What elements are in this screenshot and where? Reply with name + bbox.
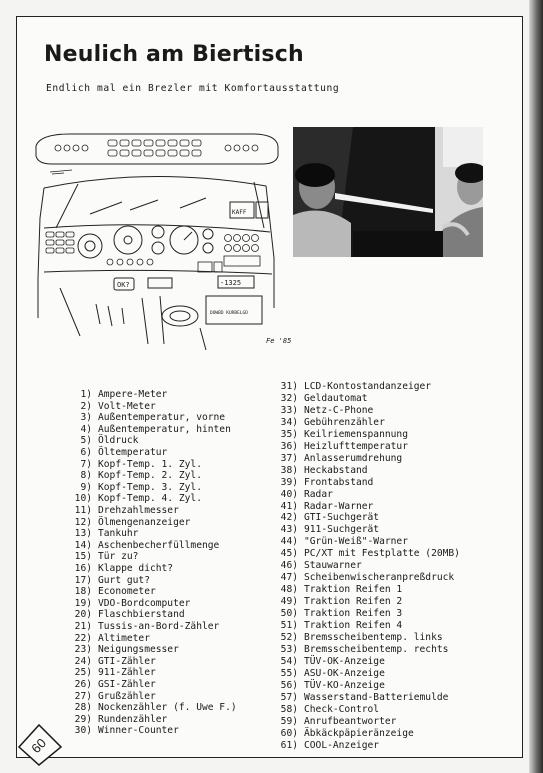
item-number: 41)	[280, 500, 298, 512]
list-item	[272, 418, 385, 428]
item-number: 57)	[280, 691, 298, 703]
list-item	[272, 394, 368, 404]
item-label: Frontabstand	[304, 476, 374, 488]
item-number: 61)	[280, 739, 298, 751]
page-edge-shadow	[529, 0, 543, 773]
item-label: Kopf-Temp. 3. Zyl.	[98, 481, 202, 493]
item-number: 59)	[280, 715, 298, 727]
item-label: Flaschbierstand	[98, 609, 185, 621]
item-label: Check-Control	[304, 703, 380, 715]
list-item	[272, 657, 385, 667]
item-number: 55)	[280, 667, 298, 679]
item-label: Tankuhr	[98, 528, 139, 540]
item-label: 911-Zähler	[98, 667, 156, 679]
item-label: GTI-Suchgerät	[304, 512, 380, 524]
list-item	[66, 552, 138, 562]
list-item	[66, 506, 179, 516]
item-number: 51)	[280, 620, 298, 631]
item-number: 21)	[74, 621, 92, 632]
list-item	[272, 454, 402, 464]
item-label: Nockenzähler (f. Uwe F.)	[98, 702, 237, 714]
item-number: 11)	[74, 505, 92, 516]
page-number: 60	[28, 735, 50, 757]
list-item	[66, 518, 190, 528]
item-label: Geldautomat	[304, 392, 368, 404]
item-label: Econometer	[98, 586, 156, 598]
photo-beer-table	[293, 127, 483, 257]
list-item	[66, 645, 179, 655]
item-label: Heckabstand	[304, 464, 368, 476]
item-number: 5)	[80, 435, 92, 447]
item-number: 3)	[80, 412, 92, 424]
list-item	[66, 494, 202, 504]
item-label: Öldruck	[98, 435, 139, 447]
item-number: 14)	[74, 539, 92, 551]
item-number: 36)	[280, 440, 298, 452]
item-label: Anrufbeantworter	[304, 715, 397, 727]
item-number: 29)	[74, 713, 92, 725]
item-number: 24)	[74, 655, 92, 667]
item-number: 37)	[280, 452, 298, 464]
list-item	[272, 478, 373, 488]
item-label: TÜV-KO-Anzeige	[304, 679, 385, 691]
item-label: ASU-OK-Anzeige	[304, 667, 385, 679]
item-number: 34)	[280, 416, 298, 428]
list-item	[272, 406, 373, 416]
item-label: Neigungsmesser	[98, 644, 179, 656]
item-number: 40)	[280, 488, 298, 500]
item-number: 17)	[74, 574, 92, 586]
item-number: 1)	[80, 389, 92, 400]
item-number: 26)	[74, 679, 92, 690]
list-item	[272, 442, 408, 452]
item-number: 7)	[80, 458, 92, 470]
item-number: 48)	[280, 584, 298, 596]
list-item	[66, 390, 167, 400]
item-label: Traktion Reifen 3	[304, 608, 403, 620]
page-number-badge	[17, 719, 65, 767]
list-item	[272, 466, 368, 476]
item-label: Kopf-Temp. 1. Zyl.	[98, 458, 202, 470]
item-number: 35)	[280, 428, 298, 440]
item-number: 28)	[74, 702, 92, 714]
item-label: VDO-Bordcomputer	[98, 597, 191, 609]
item-number: 43)	[280, 524, 298, 536]
item-number: 13)	[74, 528, 92, 540]
list-item	[66, 402, 156, 412]
item-number: 42)	[280, 512, 298, 524]
list-item	[272, 513, 379, 523]
item-label: TÜV-OK-Anzeige	[304, 655, 385, 667]
item-label: Grußzähler	[98, 690, 156, 702]
list-item	[66, 541, 219, 551]
item-number: 6)	[80, 447, 92, 458]
list-item	[272, 502, 373, 512]
item-number: 22)	[74, 632, 92, 644]
item-label: Radar	[304, 488, 333, 500]
item-label: Bremsscheibentemp. rechts	[304, 643, 449, 655]
list-item	[66, 448, 167, 458]
item-number: 15)	[74, 551, 92, 563]
item-label: Rundenzähler	[98, 713, 168, 725]
item-label: Tussis-an-Bord-Zähler	[98, 621, 220, 632]
list-item	[272, 585, 402, 595]
item-number: 39)	[280, 476, 298, 488]
item-label: Netz-C-Phone	[304, 404, 374, 416]
item-label: Scheibenwischeranpreßdruck	[304, 572, 455, 584]
list-item	[66, 483, 202, 493]
item-label: Drehzahlmesser	[98, 505, 179, 516]
item-label: Kopf-Temp. 4. Zyl.	[98, 493, 202, 505]
list-item	[272, 705, 379, 715]
list-item	[272, 549, 460, 559]
item-label: Klappe dicht?	[98, 563, 174, 574]
kaffee-label: KAFF	[232, 209, 247, 216]
page-subtitle: Endlich mal ein Brezler mit Komfortausstattung	[46, 83, 340, 94]
item-number: 8)	[80, 470, 92, 482]
item-label: Traktion Reifen 2	[304, 596, 403, 608]
item-number: 19)	[74, 597, 92, 609]
list-item	[66, 599, 190, 609]
list-item	[66, 413, 225, 423]
item-label: Tür zu?	[98, 551, 139, 563]
list-item	[66, 576, 150, 586]
list-item	[66, 460, 202, 470]
list-item	[66, 657, 156, 667]
list-item	[272, 597, 402, 607]
list-item	[66, 668, 156, 678]
item-label: Öltemperatur	[98, 447, 168, 458]
item-label: GTI-Zähler	[98, 655, 156, 667]
item-label: Traktion Reifen 1	[304, 584, 403, 596]
item-number: 25)	[74, 667, 92, 679]
item-label: Aschenbecherfüllmenge	[98, 539, 220, 551]
item-label: Heizlufttemperatur	[304, 440, 408, 452]
item-number: 60)	[280, 727, 298, 739]
item-label: Keilriemenspannung	[304, 428, 408, 440]
item-number: 18)	[74, 586, 92, 598]
item-number: 27)	[74, 690, 92, 702]
cartoon-signature: Fe '85	[266, 337, 292, 345]
list-item	[272, 525, 379, 535]
item-label: Kopf-Temp. 2. Zyl.	[98, 470, 202, 482]
list-item	[66, 529, 138, 539]
item-number: 56)	[280, 679, 298, 691]
item-number: 46)	[280, 560, 298, 572]
page-title: Neulich am Biertisch	[44, 42, 304, 67]
item-number: 52)	[280, 631, 298, 643]
list-item	[272, 717, 396, 727]
list-item	[272, 681, 385, 691]
list-item	[66, 703, 237, 713]
item-number: 50)	[280, 608, 298, 620]
list-item	[272, 609, 402, 619]
item-label: Außentemperatur, hinten	[98, 423, 231, 435]
item-number: 2)	[80, 400, 92, 412]
item-number: 47)	[280, 572, 298, 584]
list-item	[66, 425, 231, 435]
item-number: 4)	[80, 423, 92, 435]
item-label: Winner-Counter	[98, 725, 179, 737]
item-label: Altimeter	[98, 632, 150, 644]
item-number: 49)	[280, 596, 298, 608]
list-item	[272, 645, 448, 655]
item-number: 16)	[74, 563, 92, 574]
item-label: PC/XT mit Festplatte (20MB)	[304, 548, 460, 560]
list-item	[272, 741, 379, 751]
list-item	[66, 622, 219, 632]
list-item	[272, 561, 362, 571]
item-label: LCD-Kontostandanzeiger	[304, 381, 432, 392]
list-item	[66, 715, 167, 725]
list-item	[66, 610, 185, 620]
item-label: Gebührenzähler	[304, 416, 385, 428]
list-item	[66, 634, 150, 644]
item-number: 12)	[74, 516, 92, 528]
list-item	[66, 680, 156, 690]
item-number: 45)	[280, 548, 298, 560]
item-number: 10)	[74, 493, 92, 505]
item-label: COOL-Anzeiger	[304, 739, 380, 751]
item-label: GSI-Zähler	[98, 679, 156, 690]
list-item	[66, 726, 179, 736]
list-item	[272, 430, 408, 440]
item-number: 58)	[280, 703, 298, 715]
item-label: Wasserstand-Batteriemulde	[304, 691, 449, 703]
ok-label: OK?	[117, 281, 130, 289]
item-number: 38)	[280, 464, 298, 476]
list-item	[272, 669, 385, 679]
list-item	[66, 564, 173, 574]
item-number: 9)	[80, 481, 92, 493]
list-item	[272, 633, 443, 643]
item-label: Anlasserumdrehung	[304, 452, 403, 464]
item-label: Volt-Meter	[98, 400, 156, 412]
radio-label: DOWBD KURBELGD	[210, 311, 248, 316]
list-item	[272, 621, 402, 631]
item-label: Ölmengenanzeiger	[98, 516, 191, 528]
dashboard-cartoon	[30, 128, 288, 350]
item-label: Traktion Reifen 4	[304, 620, 403, 631]
item-label: 911-Suchgerät	[304, 524, 380, 536]
display-label: -1325	[220, 279, 242, 287]
item-label: Äbkäckpäpieränzeige	[304, 727, 414, 739]
list-item	[272, 382, 431, 392]
list-item	[66, 436, 138, 446]
item-label: Gurt gut?	[98, 574, 150, 586]
item-number: 53)	[280, 643, 298, 655]
list-item	[272, 729, 414, 739]
item-number: 54)	[280, 655, 298, 667]
item-number: 32)	[280, 392, 298, 404]
item-label: Ampere-Meter	[98, 389, 168, 400]
item-label: Bremsscheibentemp. links	[304, 631, 443, 643]
item-number: 31)	[280, 381, 298, 392]
item-number: 33)	[280, 404, 298, 416]
item-number: 44)	[280, 536, 298, 548]
item-number: 30)	[74, 725, 92, 737]
item-label: Außentemperatur, vorne	[98, 412, 226, 424]
item-number: 20)	[74, 609, 92, 621]
item-label: Stauwarner	[304, 560, 362, 572]
list-item	[272, 573, 454, 583]
item-label: Radar-Warner	[304, 500, 374, 512]
item-label: "Grün-Weiß"-Warner	[304, 536, 408, 548]
item-number: 23)	[74, 644, 92, 656]
list-item	[272, 490, 333, 500]
list-item	[66, 587, 156, 597]
list-item	[66, 692, 156, 702]
list-item	[272, 693, 448, 703]
list-item	[66, 471, 202, 481]
list-item	[272, 537, 408, 547]
